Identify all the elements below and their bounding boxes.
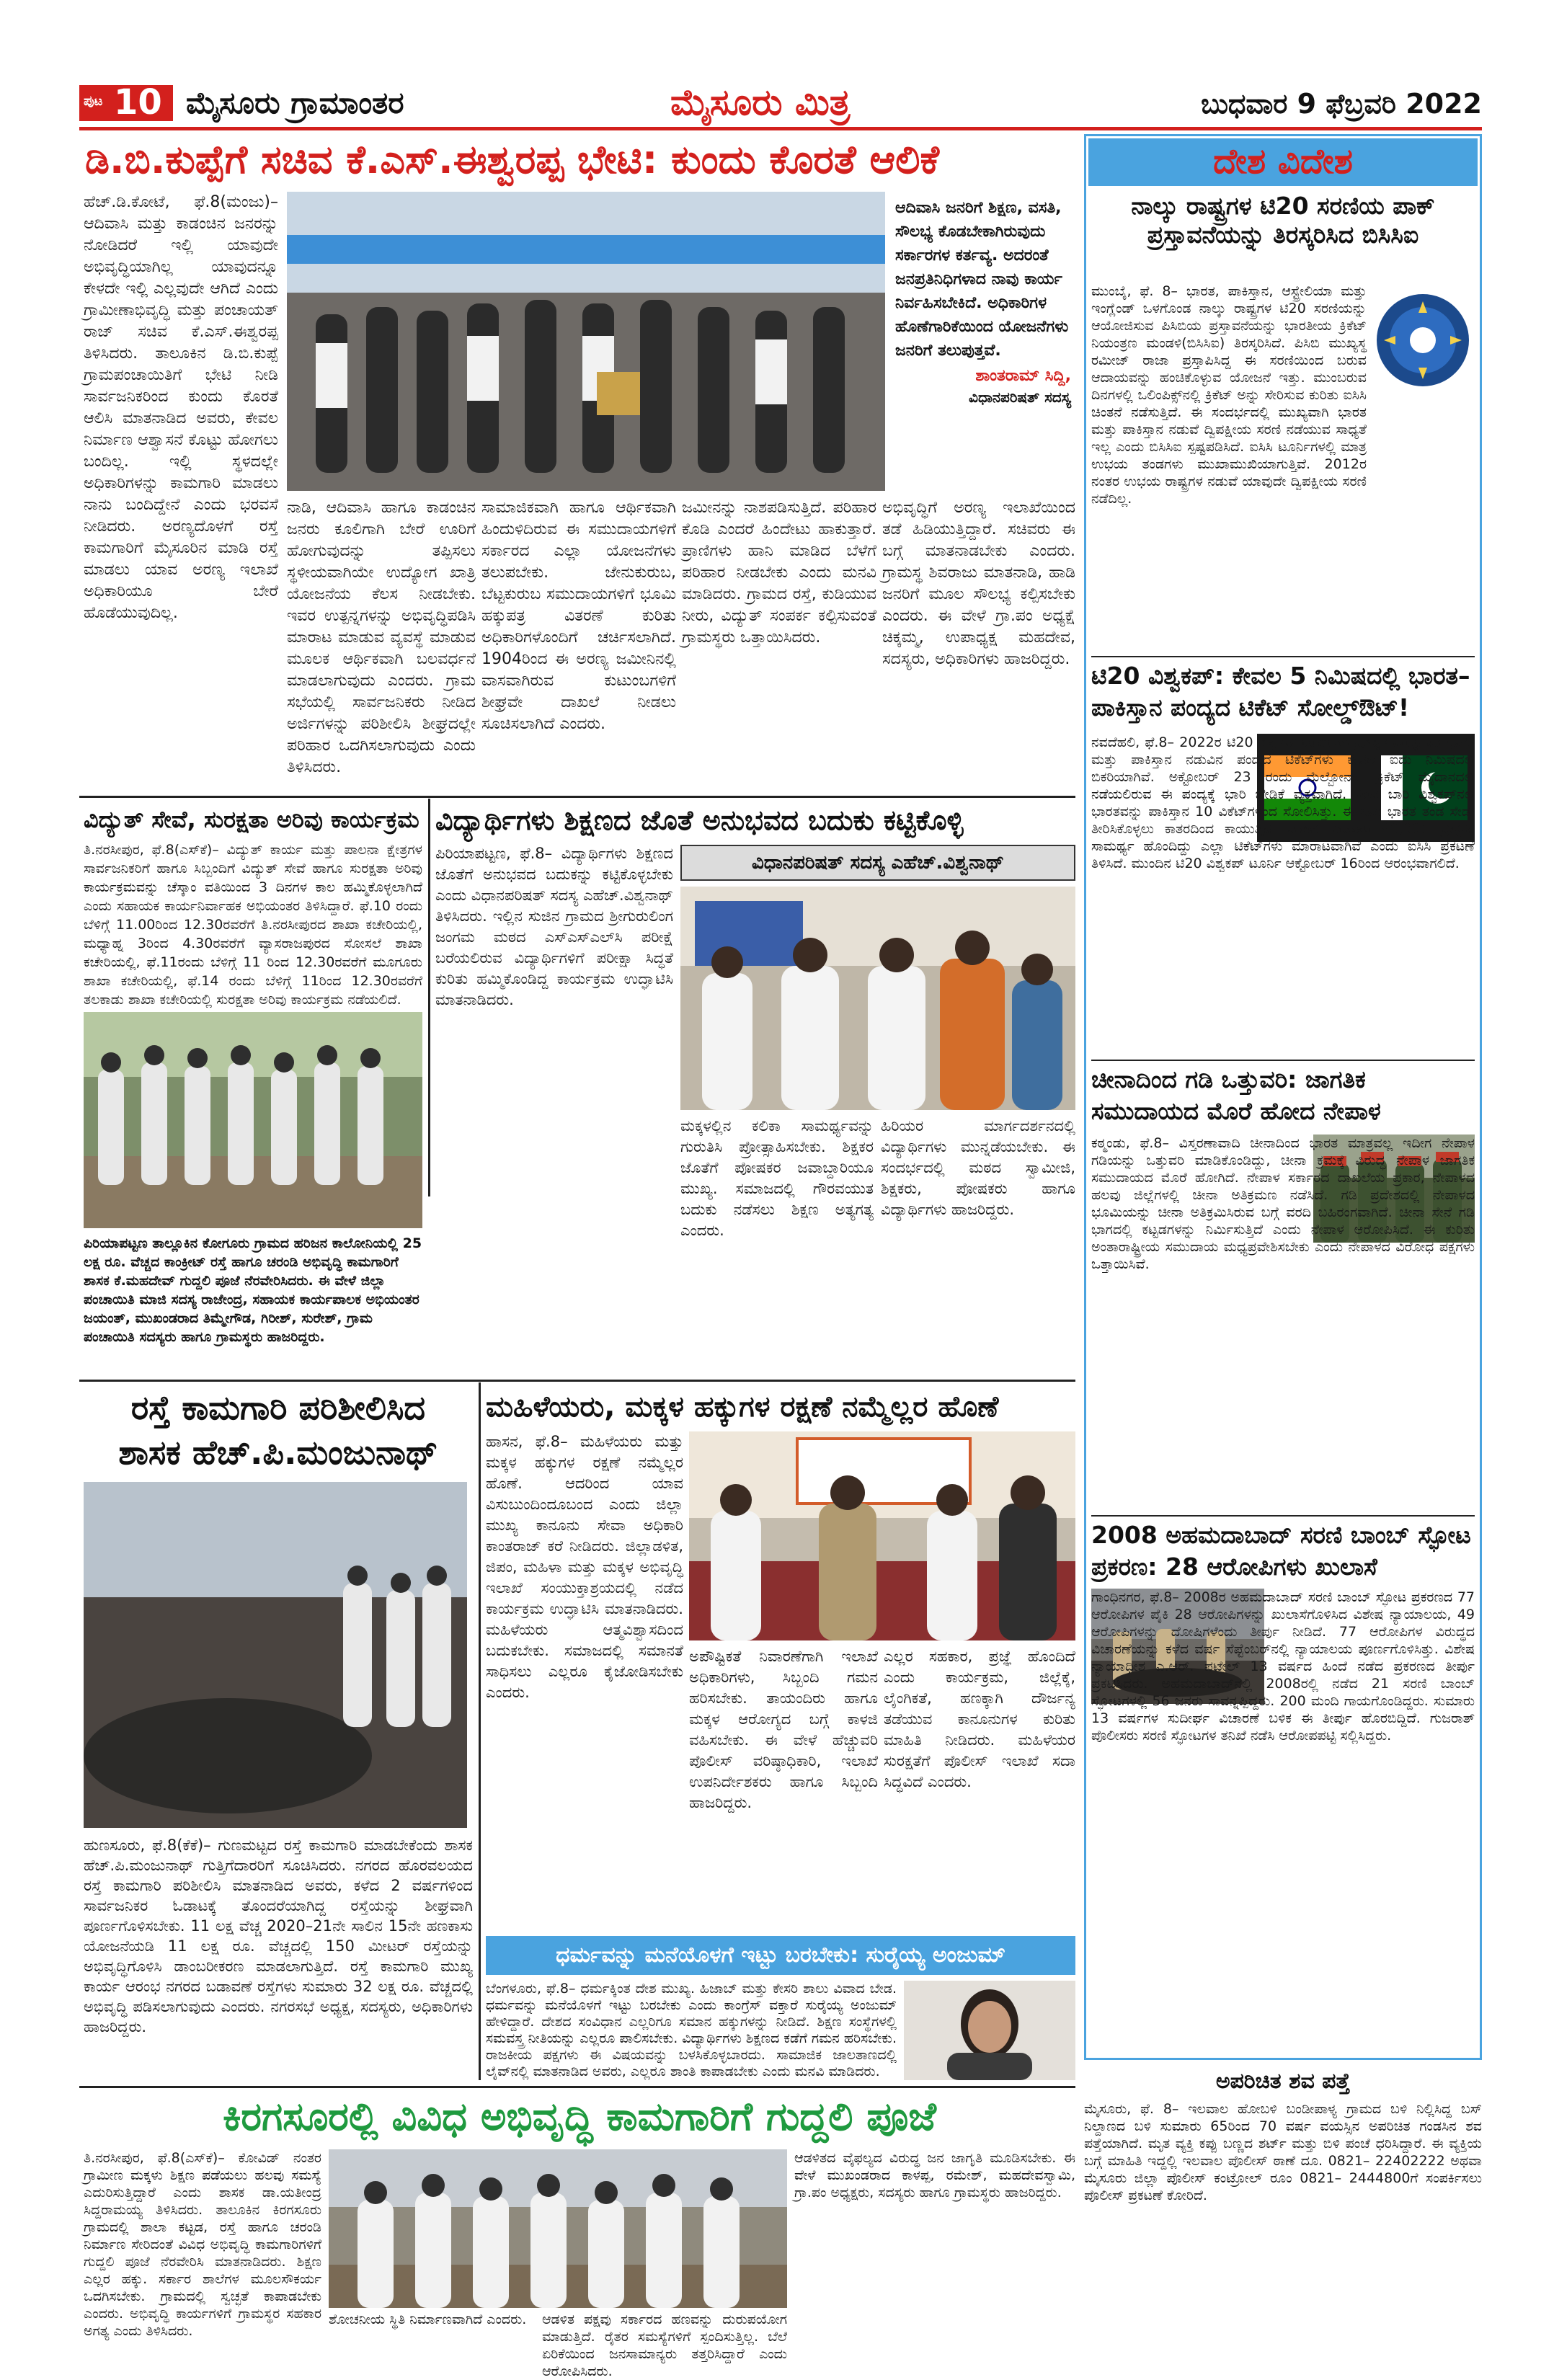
story4-body: ಹುಣಸೂರು, ಫೆ.8(ಕೆಕೆ)– ಗುಣಮಟ್ಟದ ರಸ್ತೆ ಕಾಮಗಾರಿ ಮಾಡಬೇಕೆಂದು ಶಾಸಕ ಹೆಚ್.ಪಿ.ಮಂಜುನಾಥ್ ಗುತ್ತಿಗೆದಾರರಿಗೆ ಸೂಚಿಸಿದರು. ನಗರದ ಹೊರವಲಯದ ರಸ್ತೆ ಕಾಮಗಾರಿ ಪರಿಶೀಲಿಸಿ ಮಾತನಾಡಿದ ಅವರು, ಕಳೆದ 2 ವರ್ಷಗಳಿಂದ ಸಾರ್ವಜನಿಕರ ಓಡಾಟಕ್ಕೆ ತೊಂದರೆಯಾಗಿದ್ದ ರಸ್ತೆಯನ್ನು ಶೀಘ್ರವಾಗಿ ಪೂರ್ಣಗೊಳಿಸಬೇಕು. 11 ಲಕ್ಷ ವೆಚ್ಚ 2020–21ನೇ ಸಾಲಿನ 15ನೇ ಹಣಕಾಸು ಯೋಜನೆಯಡಿ 11 ಲಕ್ಷ ರೂ. ವೆಚ್ಚದಲ್ಲಿ 150 ಮೀಟರ್ ರಸ್ತೆಯನ್ನು ಅಭಿವೃದ್ಧಿಗೊಳಿಸಿ ಡಾಂಬರೀಕರಣ ಮಾಡಲಾಗುತ್ತಿದೆ. ರಸ್ತೆ ಕಾಮಗಾರಿ ಮುಖ್ಯ ಕಾರ್ಯ ಆರಂಭ ನಗರದ ಬಡಾವಣೆ ರಸ್ತೆಗಳು ಸುಮಾರು 32 ಲಕ್ಷ ರೂ. ವೆಚ್ಚದಲ್ಲಿ ಅಭಿವೃದ್ಧಿ ಪಡಿಸಲಾಗುವುದು ಎಂದರು. ನಗರಸಭೆ ಅಧ್ಯಕ್ಷ, ಸದಸ್ಯರು, ಅಧಿಕಾರಿಗಳು ಹಾಜರಿದ್ದರು. [84, 1837, 473, 2035]
desha-s1-headline: ನಾಲ್ಕು ರಾಷ್ಟ್ರಗಳ ಟಿ20 ಸರಣಿಯ ಪಾಕ್ ಪ್ರಸ್ತಾವನೆಯನ್ನು ತಿರಸ್ಕರಿಸಿದ ಬಿಸಿಸಿಐ [1131, 192, 1435, 249]
masthead-rule [79, 127, 1482, 130]
desha-banner-text: ದೇಶ ವಿದೇಶ [1213, 141, 1353, 182]
story7-photo [329, 2149, 787, 2308]
story7-col3: ಆಡಳಿತದ ವೈಫಲ್ಯದ ವಿರುದ್ಧ ಜನ ಜಾಗೃತಿ ಮೂಡಿಸಬೇಕು. ಈ ವೇಳೆ ಮುಖಂಡರಾದ ಕಾಳಪ್ಪ, ರಮೇಶ್, ಮಹದೇವಸ್ವಾಮಿ, ಗ್ರಾ.ಪಂ ಅಧ್ಯಕ್ಷರು, ಸದಸ್ಯರು ಹಾಗೂ ಗ್ರಾಮಸ್ಥರು ಹಾಜರಿದ್ದರು. [794, 2150, 1075, 2201]
section-name: ಮೈಸೂರು ಗ್ರಾಮಾಂತರ [186, 85, 404, 120]
story5-col2: ಅಪೌಷ್ಟಿಕತೆ ನಿವಾರಣೆಗಾಗಿ ಇಲಾಖೆ ಅಧಿಕಾರಿಗಳು, ಸಿಬ್ಬಂದಿ ಗಮನ ಹರಿಸಬೇಕು. ತಾಯಂದಿರು ಹಾಗೂ ಮಕ್ಕಳ ಆರೋಗ್ಯದ ಬಗ್ಗೆ ಕಾಳಜಿ ವಹಿಸಬೇಕು. ಈ ವೇಳೆ ಹೆಚ್ಚುವರಿ ಪೊಲೀಸ್ ವರಿಷ್ಠಾಧಿಕಾರಿ, ಇಲಾಖೆ ಉಪನಿರ್ದೇಶಕರು ಹಾಗೂ ಸಿಬ್ಬಂದಿ ಹಾಜರಿದ್ದರು. [689, 1648, 878, 1811]
story1-col3: ಸಾಮಾಜಿಕವಾಗಿ ಹಾಗೂ ಆರ್ಥಿಕವಾಗಿ ಹಿಂದುಳಿದಿರುವ ಈ ಸಮುದಾಯಗಳಿಗೆ ಸರ್ಕಾರದ ಎಲ್ಲಾ ಯೋಜನೆಗಳು ತಲುಪಬೇಕು. ಜೇನುಕುರುಬ, ಬೆಟ್ಟಕುರುಬ ಸಮುದಾಯಗಳಿಗೆ ಭೂಮಿ ಹಕ್ಕುಪತ್ರ ವಿತರಣೆ ಕುರಿತು ಅಧಿಕಾರಿಗಳೊಂದಿಗೆ ಚರ್ಚಿಸಲಾಗಿದೆ. 1904ರಿಂದ ಈ ಅರಣ್ಯ ಜಮೀನಿನಲ್ಲಿ ವಾಸವಾಗಿರುವ ಕುಟುಂಬಗಳಿಗೆ ಶೀಘ್ರವೇ ದಾಖಲೆ ನೀಡಲು ಸೂಚಿಸಲಾಗಿದೆ ಎಂದರು. [481, 499, 676, 733]
page-label: ಪುಟ [84, 94, 103, 109]
desha-s1-body: ಮುಂಬೈ, ಫೆ. 8– ಭಾರತ, ಪಾಕಿಸ್ತಾನ, ಆಸ್ಟ್ರೇಲಿಯಾ ಮತ್ತು ಇಂಗ್ಲೆಂಡ್ ಒಳಗೊಂಡ ನಾಲ್ಕು ರಾಷ್ಟ್ರಗಳ ಟಿ20 ಸರಣಿಯನ್ನು ಆಯೋಜಿಸುವ ಪಿಸಿಬಿಯ ಪ್ರಸ್ತಾವನೆಯನ್ನು ಭಾರತೀಯ ಕ್ರಿಕೆಟ್ ನಿಯಂತ್ರಣ ಮಂಡಳಿ(ಬಿಸಿಸಿಐ) ತಿರಸ್ಕರಿಸಿದೆ. ಪಿಸಿಬಿ ಮುಖ್ಯಸ್ಥ ರಮೀಜ್ ರಾಜಾ ಪ್ರಸ್ತಾಪಿಸಿದ್ದ ಈ ಸರಣಿಯಿಂದ ಬರುವ ಆದಾಯವನ್ನು ಹಂಚಿಕೊಳ್ಳುವ ಯೋಜನೆ ಇತ್ತು. ಮುಂಬರುವ ದಿನಗಳಲ್ಲಿ ಒಲಿಂಪಿಕ್ಸ್‌ನಲ್ಲಿ ಕ್ರಿಕೆಟ್ ಅನ್ನು ಸೇರಿಸುವ ಕುರಿತು ಐಸಿಸಿ ಚಿಂತನೆ ನಡೆಸುತ್ತಿದೆ. ಈ ಸಂದರ್ಭದಲ್ಲಿ ಮುಖ್ಯವಾಗಿ ಭಾರತ ಮತ್ತು ಪಾಕಿಸ್ತಾನ ನಡುವೆ ದ್ವಿಪಕ್ಷೀಯ ಸರಣಿ ನಡೆಯುವ ಸಾಧ್ಯತೆ ಇಲ್ಲ ಎಂದು ಬಿಸಿಸಿಐ ಸ್ಪಷ್ಟಪಡಿಸಿದೆ. ಐಸಿಸಿ ಟೂರ್ನಿಗಳಲ್ಲಿ ಮಾತ್ರ ಉಭಯ ತಂಡಗಳು ಮುಖಾಮುಖಿಯಾಗುತ್ತಿವೆ. 2012ರ ನಂತರ ಉಭಯ ರಾಷ್ಟ್ರಗಳ ನಡುವೆ ಯಾವುದೇ ದ್ವಿಪಕ್ಷೀಯ ಸರಣಿ ನಡೆದಿಲ್ಲ. [1091, 283, 1367, 507]
story7-headline: ಕಿರಗಸೂರಲ್ಲಿ ವಿವಿಧ ಅಭಿವೃದ್ಧಿ ಕಾಮಗಾರಿಗೆ ಗುದ್ದಲಿ ಪೂಜೆ [223, 2094, 936, 2139]
desha-s5-headline: ಅಪರಿಚಿತ ಶವ ಪತ್ತೆ [1215, 2069, 1351, 2094]
masthead [79, 81, 1482, 125]
story6-photo [904, 1981, 1075, 2080]
story6-body: ಬೆಂಗಳೂರು, ಫೆ.8– ಧರ್ಮಕ್ಕಿಂತ ದೇಶ ಮುಖ್ಯ. ಹಿಜಾಬ್ ಮತ್ತು ಕೇಸರಿ ಶಾಲು ವಿವಾದ ಬೇಡ. ಧರ್ಮವನ್ನು ಮನೆಯೊಳಗೆ ಇಟ್ಟು ಬರಬೇಕು ಎಂದು ಕಾಂಗ್ರೆಸ್ ವಕ್ತಾರೆ ಸುರೈಯ್ಯ ಅಂಜುಮ್ ಹೇಳಿದ್ದಾರೆ. ದೇಶದ ಸಂವಿಧಾನ ಎಲ್ಲರಿಗೂ ಸಮಾನ ಹಕ್ಕುಗಳನ್ನು ನೀಡಿದೆ. ಶಿಕ್ಷಣ ಸಂಸ್ಥೆಗಳಲ್ಲಿ ಸಮವಸ್ತ್ರ ನೀತಿಯನ್ನು ಎಲ್ಲರೂ ಪಾಲಿಸಬೇಕು. ವಿದ್ಯಾರ್ಥಿಗಳು ಶಿಕ್ಷಣದ ಕಡೆಗೆ ಗಮನ ಹರಿಸಬೇಕು. ರಾಜಕೀಯ ಪಕ್ಷಗಳು ಈ ವಿಷಯವನ್ನು ಬಳಸಿಕೊಳ್ಳಬಾರದು. ಸಾಮಾಜಿಕ ಜಾಲತಾಣದಲ್ಲಿ ಲೈವ್‌ನಲ್ಲಿ ಮಾತನಾಡಿದ ಅವರು, ಎಲ್ಲರೂ ಶಾಂತಿ ಕಾಪಾಡಬೇಕು ಎಂದು ಮನವಿ ಮಾಡಿದರು. [486, 1981, 897, 2079]
desha-s5-body: ಮೈಸೂರು, ಫೆ. 8– ಇಲವಾಲ ಹೋಬಳಿ ಬಂಡೀಪಾಳ್ಯ ಗ್ರಾಮದ ಬಳಿ ನಿಲ್ಲಿಸಿದ್ದ ಬಸ್ ನಿಲ್ದಾಣದ ಬಳಿ ಸುಮಾರು 65ರಿಂದ 70 ವರ್ಷ ವಯಸ್ಸಿನ ಅಪರಿಚಿತ ಗಂಡಸಿನ ಶವ ಪತ್ತೆಯಾಗಿದೆ. ಮೃತ ವ್ಯಕ್ತಿ ಕಪ್ಪು ಬಣ್ಣದ ಶರ್ಟ್ ಮತ್ತು ಬಿಳಿ ಪಂಚೆ ಧರಿಸಿದ್ದಾರೆ. ಈ ವ್ಯಕ್ತಿಯ ಬಗ್ಗೆ ಮಾಹಿತಿ ಇದ್ದಲ್ಲಿ ಇಲವಾಲ ಪೊಲೀಸ್ ಠಾಣೆ ದೂ. 0821– 22402222 ಅಥವಾ ಮೈಸೂರು ಜಿಲ್ಲಾ ಪೊಲೀಸ್ ಕಂಟ್ರೋಲ್ ರೂಂ 0821– 2444800ಗೆ ಸಂಪರ್ಕಿಸಲು ಪೊಲೀಸ್ ಪ್ರಕಟಣೆ ಕೋರಿದೆ. [1084, 2101, 1482, 2203]
story1-quote-text: ಆದಿವಾಸಿ ಜನರಿಗೆ ಶಿಕ್ಷಣ, ವಸತಿ, ಸೌಲಭ್ಯ ಕೊಡಬೇಕಾಗಿರುವುದು ಸರ್ಕಾರಗಳ ಕರ್ತವ್ಯ. ಅದರಂತೆ ಜನಪ್ರತಿನಿಧಿಗಳಾದ ನಾವು ಕಾರ್ಯ ನಿರ್ವಹಿಸಬೇಕಿದೆ. ಅಧಿಕಾರಿಗಳ ಹೊಣೆಗಾರಿಕೆಯಿಂದ ಯೋಜನೆಗಳು ಜನರಿಗೆ ತಲುಪುತ್ತವೆ. [895, 199, 1069, 360]
page-number-badge [79, 82, 173, 123]
story6-headline-bar [486, 1936, 1075, 1975]
desha-s3-body: ಕಠ್ಮಂಡು, ಫೆ.8– ವಿಸ್ತರಣಾವಾದಿ ಚೀನಾದಿಂದ ಭಾರತ ಮಾತ್ರವಲ್ಲ ಇದೀಗ ನೇಪಾಳ ಗಡಿಯನ್ನು ಒತ್ತುವರಿ ಮಾಡಿಕೊಂಡಿದ್ದು, ಚೀನಾ ಕ್ರಮಕ್ಕೆ ವಿರುದ್ಧ ನೇಪಾಳ ಜಾಗತಿಕ ಸಮುದಾಯದ ಮೊರೆ ಹೋಗಿದೆ. ನೇಪಾಳ ಸರ್ಕಾರದ ದಾಖಲೆಯ ಪ್ರಕಾರ, ನೇಪಾಳದ ಹಲವು ಜಿಲ್ಲೆಗಳಲ್ಲಿ ಚೀನಾ ಅತಿಕ್ರಮಣ ನಡೆಸಿದೆ. ಗಡಿ ಪ್ರದೇಶದಲ್ಲಿ ನೇಪಾಳದ ಭೂಮಿಯನ್ನು ಚೀನಾ ಅತಿಕ್ರಮಿಸಿರುವ ಬಗ್ಗೆ ವರದಿ ಬಹಿರಂಗವಾಗಿದೆ. ಚೀನಾ ಸೇನೆ ಗಡಿ ಭಾಗದಲ್ಲಿ ಕಟ್ಟಡಗಳನ್ನು ನಿರ್ಮಿಸುತ್ತಿದೆ ಎಂದು ನೇಪಾಳ ಆರೋಪಿಸಿದೆ. ಈ ಕುರಿತು ಅಂತಾರಾಷ್ಟ್ರೀಯ ಸಮುದಾಯ ಮಧ್ಯಪ್ರವೇಶಿಸಬೇಕು ಎಂದು ನೇಪಾಳದ ವಿರೋಧ ಪಕ್ಷಗಳು ಒತ್ತಾಯಿಸಿವೆ. [1091, 1135, 1475, 1272]
story5-col1: ಹಾಸನ, ಫೆ.8– ಮಹಿಳೆಯರು ಮತ್ತು ಮಕ್ಕಳ ಹಕ್ಕುಗಳ ರಕ್ಷಣೆ ನಮ್ಮೆಲ್ಲರ ಹೊಣೆ. ಆದರಿಂದ ಯಾವ ವಿಸುಬುಂದಿಂದೂಬಂದ ಎಂದು ಜಿಲ್ಲಾ ಮುಖ್ಯ ಕಾನೂನು ಸೇವಾ ಅಧಿಕಾರಿ ಕಾಂತರಾಜ್ ಕರೆ ನೀಡಿದರು. ಜಿಲ್ಲಾಡಳಿತ, ಜಿಪಂ, ಮಹಿಳಾ ಮತ್ತು ಮಕ್ಕಳ ಅಭಿವೃದ್ಧಿ ಇಲಾಖೆ ಸಂಯುಕ್ತಾಶ್ರಯದಲ್ಲಿ ನಡೆದ ಕಾರ್ಯಕ್ರಮ ಉದ್ಘಾಟಿಸಿ ಮಾತನಾಡಿದರು. ಮಹಿಳೆಯರು ಆತ್ಮವಿಶ್ವಾಸದಿಂದ ಬದುಕಬೇಕು. ಸಮಾಜದಲ್ಲಿ ಸಮಾನತೆ ಸಾಧಿಸಲು ಎಲ್ಲರೂ ಕೈಜೋಡಿಸಬೇಕು ಎಂದರು. [486, 1433, 683, 1701]
rule-story6-bottom [79, 2086, 1075, 2088]
story5-col3: ಎಲ್ಲರ ಸಹಕಾರ, ಪ್ರಜ್ಞೆ ಹೊಂದಿದೆ ಎಂದು ಕಾರ್ಯಕ್ರಮ, ಜಿಲ್ಲೆಕ್ಕೆ, ಲೈಂಗಿಕತೆ, ಹಣಕ್ಕಾಗಿ ದೌರ್ಜನ್ಯ ತಡೆಯುವ ಕಾನೂನುಗಳ ಕುರಿತು ಮಾಹಿತಿ ನೀಡಿದರು. ಮಹಿಳೆಯರ ಸುರಕ್ಷತೆಗೆ ಪೊಲೀಸ್ ಇಲಾಖೆ ಸದಾ ಸಿದ್ಧವಿದೆ ಎಂದರು. [884, 1648, 1075, 1790]
rule-story1-bottom [79, 796, 1075, 798]
desha-banner [1088, 138, 1478, 186]
rule-col-divider [428, 799, 430, 1196]
story1-col4: ಜಮೀನನ್ನು ನಾಶಪಡಿಸುತ್ತಿದೆ. ಪರಿಹಾರ ಕೊಡಿ ಎಂದರೆ ಹಿಂದೇಟು ಹಾಕುತ್ತಾರೆ. ಪ್ರಾಣಿಗಳು ಹಾನಿ ಮಾಡಿದ ಬೆಳೆಗೆ ಪರಿಹಾರ ನೀಡಬೇಕು ಎಂದು ಮನವಿ ಮಾಡಿದರು. ಗ್ರಾಮದ ರಸ್ತೆ, ಕುಡಿಯುವ ನೀರು, ವಿದ್ಯುತ್ ಸಂಪರ್ಕ ಕಲ್ಪಿಸುವಂತೆ ಗ್ರಾಮಸ್ಥರು ಒತ್ತಾಯಿಸಿದರು. [682, 499, 876, 647]
story2-body: ತಿ.ನರಸೀಪುರ, ಫೆ.8(ಎಸ್‌ಕೆ)– ವಿದ್ಯುತ್ ಕಾರ್ಯ ಮತ್ತು ಪಾಲನಾ ಕ್ಷೇತ್ರಗಳ ಸಾರ್ವಜನಿಕರಿಗೆ ಹಾಗೂ ಸಿಬ್ಬಂದಿಗೆ ವಿದ್ಯುತ್ ಸೇವೆ ಹಾಗೂ ಸುರಕ್ಷತಾ ಅರಿವು ಕಾರ್ಯಕ್ರಮವನ್ನು ಚೆಸ್ಕಾಂ ವತಿಯಿಂದ 3 ದಿನಗಳ ಕಾಲ ಹಮ್ಮಿಕೊಳ್ಳಲಾಗಿದೆ ಎಂದು ಸಹಾಯಕ ಕಾರ್ಯನಿರ್ವಾಹಕ ಅಭಿಯಂತರ ತಿಳಿಸಿದ್ದಾರೆ. ಫೆ.10 ರಂದು ಬೆಳಿಗ್ಗೆ 11.00ರಿಂದ 12.30ರವರೆಗೆ ತಿ.ನರಸೀಪುರದ ಶಾಖಾ ಕಚೇರಿಯಲ್ಲಿ, ಮಧ್ಯಾಹ್ನ 3ರಿಂದ 4.30ರವರೆಗೆ ವ್ಯಾಸರಾಜಪುರದ ಸೋಸಲೆ ಶಾಖಾ ಕಚೇರಿಯಲ್ಲಿ, ಫೆ.11ರಂದು ಬೆಳಿಗ್ಗೆ 11 ರಿಂದ 12.30ರವರೆಗೆ ಮೂಗೂರು ಶಾಖಾ ಕಚೇರಿಯಲ್ಲಿ, ಫೆ.14 ರಂದು ಬೆಳಿಗ್ಗೆ 11ರಿಂದ 12.30ರವರೆಗೆ ತಲಕಾಡು ಶಾಖಾ ಕಚೇರಿಯಲ್ಲಿ ಸುರಕ್ಷತಾ ಅರಿವು ಕಾರ್ಯಕ್ರಮ ನಡೆಯಲಿದೆ. [84, 842, 422, 1008]
rule-desha-2 [1091, 1060, 1475, 1061]
story4-headline-2: ಶಾಸಕ ಹೆಚ್.ಪಿ.ಮಂಜುನಾಥ್ [118, 1433, 438, 1472]
story2-photo [84, 1012, 422, 1228]
rule-story3-bottom [79, 1380, 1075, 1382]
paper-name: ಮೈಸೂರು ಮಿತ್ರ [670, 81, 851, 123]
story1-col1: ಹೆಚ್.ಡಿ.ಕೋಟೆ, ಫೆ.8(ಮಂಜು)– ಆದಿವಾಸಿ ಮತ್ತು ಕಾಡಂಚಿನ ಜನರನ್ನು ನೋಡಿದರೆ ಇಲ್ಲಿ ಯಾವುದೇ ಅಭಿವೃದ್ಧಿಯಾಗಿಲ್ಲ ಯಾವುದನ್ನೂ ಕೇಳದೇ ಇಲ್ಲಿ ಎಲ್ಲವುದೇ ಆಗಿದೆ ಎಂದು ಗ್ರಾಮೀಣಾಭಿವೃದ್ಧಿ ಮತ್ತು ಪಂಚಾಯತ್ ರಾಜ್ ಸಚಿವ ಕೆ.ಎಸ್.ಈಶ್ವರಪ್ಪ ತಿಳಿಸಿದರು. ತಾಲೂಕಿನ ಡಿ.ಬಿ.ಕುಪ್ಪೆ ಗ್ರಾಮಪಂಚಾಯಿತಿಗೆ ಭೇಟಿ ನೀಡಿ ಸಾರ್ವಜನಿಕರಿಂದ ಕುಂದು ಕೊರತೆ ಆಲಿಸಿ ಮಾತನಾಡಿದ ಅವರು, ಕೇವಲ ನಿರ್ಮಾಣ ಆಶ್ವಾಸನೆ ಕೊಟ್ಟು ಹೋಗಲು ಬಂದಿಲ್ಲ. ಇಲ್ಲಿ ಸ್ಥಳದಲ್ಲೇ ಅಧಿಕಾರಿಗಳನ್ನು ಕಾಮಗಾರಿ ಮಾಡಲು ನಾನು ಬಂದಿದ್ದೇನೆ ಎಂದು ಭರವಸೆ ನೀಡಿದರು. ಅರಣ್ಯದೊಳಗೆ ರಸ್ತೆ ಕಾಮಗಾರಿಗೆ ಮೈಸೂರಿನ ಮಾಡಿ ರಸ್ತೆ ಮಾಡಲು ಯಾವ ಅರಣ್ಯ ಇಲಾಖೆ ಅಧಿಕಾರಿಯೂ ಬೇರೆ ಹೊಡೆಯುವುದಿಲ್ಲ. [84, 193, 278, 622]
story3-col3: ಹಿರಿಯರ ಮಾರ್ಗದರ್ಶನದಲ್ಲಿ ವಿದ್ಯಾರ್ಥಿಗಳು ಮುನ್ನಡೆಯಬೇಕು. ಈ ಸಂದರ್ಭದಲ್ಲಿ ಮಠದ ಸ್ವಾಮೀಜಿ, ಶಿಕ್ಷಕರು, ಪೋಷಕರು ಹಾಗೂ ವಿದ್ಯಾರ್ಥಿಗಳು ಹಾಜರಿದ್ದರು. [881, 1117, 1075, 1218]
story1-col2: ನಾಡಿ, ಆದಿವಾಸಿ ಹಾಗೂ ಕಾಡಂಚಿನ ಜನರು ಕೂಲಿಗಾಗಿ ಬೇರೆ ಊರಿಗೆ ಹೋಗುವುದನ್ನು ತಪ್ಪಿಸಲು ಸ್ಥಳೀಯವಾಗಿಯೇ ಉದ್ಯೋಗ ಖಾತ್ರಿ ಯೋಜನೆಯ ಕೆಲಸ ನೀಡಬೇಕು. ಇವರ ಉತ್ಪನ್ನಗಳನ್ನು ಅಭಿವೃದ್ಧಿಪಡಿಸಿ ಮಾರಾಟ ಮಾಡುವ ವ್ಯವಸ್ಥೆ ಮಾಡುವ ಮೂಲಕ ಆರ್ಥಿಕವಾಗಿ ಬಲವರ್ಧನೆ ಮಾಡಲಾಗುವುದು ಎಂದರು. ಗ್ರಾಮ ಸಭೆಯಲ್ಲಿ ಸಾರ್ವಜನಿಕರು ನೀಡಿದ ಅರ್ಜಿಗಳನ್ನು ಪರಿಶೀಲಿಸಿ ಶೀಘ್ರದಲ್ಲೇ ಪರಿಹಾರ ಒದಗಿಸಲಾಗುವುದು ಎಂದು ತಿಳಿಸಿದರು. [287, 499, 476, 776]
story1-headline: ಡಿ.ಬಿ.ಕುಪ್ಪೆಗೆ ಸಚಿವ ಕೆ.ಎಸ್.ಈಶ್ವರಪ್ಪ ಭೇಟಿ: ಕುಂದು ಕೊರತೆ ಆಲಿಕೆ [85, 137, 939, 182]
story2-headline: ವಿದ್ಯುತ್ ಸೇವೆ, ಸುರಕ್ಷತಾ ಅರಿವು ಕಾರ್ಯಕ್ರಮ [84, 806, 419, 833]
desha-s3-headline: ಚೀನಾದಿಂದ ಗಡಿ ಒತ್ತುವರಿ: ಜಾಗತಿಕ ಸಮುದಾಯದ ಮೊರೆ ಹೋದ ನೇಪಾಳ [1091, 1065, 1381, 1125]
desha-s2-headline: ಟಿ20 ವಿಶ್ವಕಪ್: ಕೇವಲ 5 ನಿಮಿಷದಲ್ಲಿ ಭಾರತ–ಪಾಕಿಸ್ತಾನ ಪಂದ್ಯದ ಟಿಕೆಟ್ ಸೋಲ್ಡ್‌ಔಟ್! [1091, 662, 1470, 721]
story7-caption: ಶೋಚನೀಯ ಸ್ಥಿತಿ ನಿರ್ಮಾಣವಾಗಿದೆ ಎಂದರು. [329, 2312, 527, 2327]
story3-photo [680, 887, 1075, 1110]
story5-headline: ಮಹಿಳೆಯರು, ಮಕ್ಕಳ ಹಕ್ಕುಗಳ ರಕ್ಷಣೆ ನಮ್ಮೆಲ್ಲರ ಹೊಣೆ [486, 1390, 999, 1424]
desha-s4-body: ಗಾಂಧಿನಗರ, ಫೆ.8– 2008ರ ಅಹಮದಾಬಾದ್ ಸರಣಿ ಬಾಂಬ್ ಸ್ಫೋಟ ಪ್ರಕರಣದ 77 ಆರೋಪಿಗಳ ಪೈಕಿ 28 ಆರೋಪಿಗಳನ್ನು ಖುಲಾಸೆಗೊಳಿಸಿದ ವಿಶೇಷ ನ್ಯಾಯಾಲಯ, 49 ಆರೋಪಿಗಳನ್ನು ದೋಷಿಗಳೆಂದು ತೀರ್ಪು ನೀಡಿದೆ. 77 ಆರೋಪಿಗಳ ವಿರುದ್ಧದ ವಿಚಾರಣೆಯನ್ನು ಕಳೆದ ವರ್ಷ ಸೆಪ್ಟೆಂಬರ್‌ನಲ್ಲಿ ನ್ಯಾಯಾಲಯ ಪೂರ್ಣಗೊಳಿಸಿತ್ತು. ವಿಶೇಷ ನ್ಯಾಯಾಧೀಶ ಎ.ಆರ್. ಪಟೇಲ್ 13 ವರ್ಷದ ಹಿಂದೆ ನಡೆದ ಪ್ರಕರಣದ ತೀರ್ಪು ಪ್ರಕಟಿಸಿದರು. ಅಹಮದಾಬಾದ್‌ನಲ್ಲಿ 2008ರಲ್ಲಿ ನಡೆದ 21 ಸರಣಿ ಬಾಂಬ್ ಸ್ಫೋಟಗಳಲ್ಲಿ 56 ಜನರು ಸಾವನ್ನಪ್ಪಿದ್ದರು. 200 ಮಂದಿ ಗಾಯಗೊಂಡಿದ್ದರು. ಸುಮಾರು 13 ವರ್ಷಗಳ ಸುದೀರ್ಘ ವಿಚಾರಣೆ ಬಳಿಕ ಈ ತೀರ್ಪು ಹೊರಬಿದ್ದಿದೆ. ಗುಜರಾತ್ ಪೊಲೀಸರು ಸರಣಿ ಸ್ಫೋಟಗಳ ತನಿಖೆ ನಡೆಸಿ ಆರೋಪಪಟ್ಟಿ ಸಲ್ಲಿಸಿದ್ದರು. [1091, 1589, 1475, 1744]
story1-photo [287, 192, 885, 491]
story7-col2: ಆಡಳಿತ ಪಕ್ಷವು ಸರ್ಕಾರದ ಹಣವನ್ನು ದುರುಪಯೋಗ ಮಾಡುತ್ತಿದೆ. ರೈತರ ಸಮಸ್ಯೆಗಳಿಗೆ ಸ್ಪಂದಿಸುತ್ತಿಲ್ಲ. ಬೆಲೆ ಏರಿಕೆಯಿಂದ ಜನಸಾಮಾನ್ಯರು ತತ್ತರಿಸಿದ್ದಾರೆ ಎಂದು ಆರೋಪಿಸಿದರು. [542, 2312, 787, 2379]
story5-photo [689, 1431, 1075, 1640]
story3-subhead: ವಿಧಾನಪರಿಷತ್ ಸದಸ್ಯ ಎಹೆಚ್.ವಿಶ್ವನಾಥ್ [680, 845, 1075, 881]
story1-quote-author: ಶಾಂತರಾಮ್ ಸಿದ್ದಿ, [975, 367, 1071, 385]
rule-desha-3 [1091, 1515, 1475, 1517]
story3-headline: ವಿದ್ಯಾರ್ಥಿಗಳು ಶಿಕ್ಷಣದ ಜೊತೆ ಅನುಭವದ ಬದುಕು ಕಟ್ಟಿಕೊಳ್ಳಿ [435, 804, 964, 836]
story3-col1: ಪಿರಿಯಾಪಟ್ಟಣ, ಫೆ.8– ವಿದ್ಯಾರ್ಥಿಗಳು ಶಿಕ್ಷಣದ ಜೊತೆಗೆ ಅನುಭವದ ಬದುಕನ್ನು ಕಟ್ಟಿಕೊಳ್ಳಬೇಕು ಎಂದು ವಿಧಾನಪರಿಷತ್ ಸದಸ್ಯ ಎಹೆಚ್.ವಿಶ್ವನಾಥ್ ತಿಳಿಸಿದರು. ಇಲ್ಲಿನ ಸುಜಿನ ಗ್ರಾಮದ ಶ್ರೀಗುರುಲಿಂಗ ಜಂಗಮ ಮಠದ ಎಸ್‌ಎಸ್‌ಎಲ್‌ಸಿ ಪರೀಕ್ಷೆ ಬರೆಯಲಿರುವ ವಿದ್ಯಾರ್ಥಿಗಳಿಗೆ ಪರೀಕ್ಷಾ ಸಿದ್ಧತೆ ಕುರಿತು ಹಮ್ಮಿಕೊಂಡಿದ್ದ ಕಾರ್ಯಕ್ರಮ ಉದ್ಘಾಟಿಸಿ ಮಾತನಾಡಿದರು. [435, 845, 673, 1008]
story2-caption: ಪಿರಿಯಾಪಟ್ಟಣ ತಾಲ್ಲೂಕಿನ ಕೋಗೂರು ಗ್ರಾಮದ ಹರಿಜನ ಕಾಲೋನಿಯಲ್ಲಿ 25 ಲಕ್ಷ ರೂ. ವೆಚ್ಚದ ಕಾಂಕ್ರೀಟ್ ರಸ್ತೆ ಹಾಗೂ ಚರಂಡಿ ಅಭಿವೃದ್ಧಿ ಕಾಮಗಾರಿಗೆ ಶಾಸಕ ಕೆ.ಮಹದೇವ್ ಗುದ್ದಲಿ ಪೂಜೆ ನೆರವೇರಿಸಿದರು. ಈ ವೇಳೆ ಜಿಲ್ಲಾ ಪಂಚಾಯಿತಿ ಮಾಜಿ ಸದಸ್ಯ ರಾಜೇಂದ್ರ, ಸಹಾಯಕ ಕಾರ್ಯಪಾಲಕ ಅಭಿಯಂತರ ಜಯಂತ್, ಮುಖಂಡರಾದ ತಿಮ್ಮೇಗೌಡ, ಗಿರೀಶ್, ಸುರೇಶ್, ಗ್ರಾಮ ಪಂಚಾಯಿತಿ ಸದಸ್ಯರು ಹಾಗೂ ಗ್ರಾಮಸ್ಥರು ಹಾಜರಿದ್ದರು. [84, 1235, 422, 1345]
desha-s2-body: ನವದೆಹಲಿ, ಫೆ.8– 2022ರ ಟಿ20 ವಿಶ್ವಕಪ್ ಟೂರ್ನಿಯ ಪ್ರತಿಷ್ಠಿತ ಪಂದ್ಯವಾದ ಭಾರತ ಮತ್ತು ಪಾಕಿಸ್ತಾನ ನಡುವಿನ ಪಂದ್ಯದ ಟಿಕೆಟ್‌ಗಳು ಕೇವಲ ಐದು ನಿಮಿಷದಲ್ಲಿ ಬಿಕರಿಯಾಗಿವೆ. ಅಕ್ಟೋಬರ್ 23 ರಂದು ಮೆಲ್ಬೋರ್ನ್ ಕ್ರಿಕೆಟ್ ಮೈದಾನದಲ್ಲಿ ನಡೆಯಲಿರುವ ಈ ಪಂದ್ಯಕ್ಕೆ ಭಾರಿ ಬೇಡಿಕೆ ವ್ಯಕ್ತವಾಗಿದೆ. ಕಳೆದ ಬಾರಿ ವಿಶ್ವಕಪ್‌ನಲ್ಲಿ ಭಾರತವನ್ನು ಪಾಕಿಸ್ತಾನ 10 ವಿಕೆಟ್‌ಗಳಿಂದ ಸೋಲಿಸಿತ್ತು. ಈ ಬಾರಿ ಭಾರತ ತಂಡ ಸೇಡು ತೀರಿಸಿಕೊಳ್ಳಲು ಕಾತರದಿಂದ ಕಾಯುತ್ತಿದೆ. ಎಂಸಿಜಿ ಸುಮಾರು 90,000 ಪ್ರೇಕ್ಷಕರ ಸಾಮರ್ಥ್ಯ ಹೊಂದಿದ್ದು ಎಲ್ಲಾ ಟಿಕೆಟ್‌ಗಳು ಮಾರಾಟವಾಗಿವೆ ಎಂದು ಐಸಿಸಿ ಪ್ರಕಟಣೆ ತಿಳಿಸಿದೆ. ಮುಂದಿನ ಟಿ20 ವಿಶ್ವಕಪ್ ಟೂರ್ನಿ ಆಕ್ಟೋಬರ್ 16ರಿಂದ ಆರಂಭವಾಗಲಿದೆ. [1091, 734, 1475, 871]
story1-col5: ಅಭಿವೃದ್ಧಿಗೆ ಅರಣ್ಯ ಇಲಾಖೆಯಿಂದ ತಡೆ ಹಿಡಿಯುತ್ತಿದ್ದಾರೆ. ಸಚಿವರು ಈ ಬಗ್ಗೆ ಮಾತನಾಡಬೇಕು ಎಂದರು. ಗ್ರಾಮಸ್ಥ ಶಿವರಾಜು ಮಾತನಾಡಿ, ಹಾಡಿ ಜನರಿಗೆ ಮೂಲ ಸೌಲಭ್ಯ ಕಲ್ಪಿಸಬೇಕು ಎಂದರು. ಈ ವೇಳೆ ಗ್ರಾ.ಪಂ ಅಧ್ಯಕ್ಷೆ ಚಿಕ್ಕಮ್ಮ, ಉಪಾಧ್ಯಕ್ಷ ಮಹದೇವ, ಸದಸ್ಯರು, ಅಧಿಕಾರಿಗಳು ಹಾಜರಿದ್ದರು. [882, 499, 1075, 668]
story3-col2: ಮಕ್ಕಳಲ್ಲಿನ ಕಲಿಕಾ ಸಾಮರ್ಥ್ಯವನ್ನು ಗುರುತಿಸಿ ಪ್ರೋತ್ಸಾಹಿಸಬೇಕು. ಶಿಕ್ಷಕರ ಜೊತೆಗೆ ಪೋಷಕರ ಜವಾಬ್ದಾರಿಯೂ ಮುಖ್ಯ. ಸಮಾಜದಲ್ಲಿ ಗೌರವಯುತ ಬದುಕು ನಡೆಸಲು ಶಿಕ್ಷಣ ಅತ್ಯಗತ್ಯ ಎಂದರು. [680, 1117, 874, 1239]
issue-date: ಬುಧವಾರ 9 ಫೆಬ್ರವರಿ 2022 [1201, 88, 1482, 120]
rule-desha-1 [1091, 656, 1475, 657]
story6-headline: ಧರ್ಮವನ್ನು ಮನೆಯೊಳಗೆ ಇಟ್ಟು ಬರಬೇಕು: ಸುರೈಯ್ಯ ಅಂಜುಮ್ [556, 1942, 1005, 1968]
page-number: 10 [114, 82, 162, 123]
story7-col1: ತಿ.ನರಸೀಪುರ, ಫೆ.8(ಎಸ್‌ಕೆ)– ಕೋವಿಡ್ ನಂತರ ಗ್ರಾಮೀಣ ಮಕ್ಕಳು ಶಿಕ್ಷಣ ಪಡೆಯಲು ಹಲವು ಸಮಸ್ಯೆ ಎದುರಿಸುತ್ತಿದ್ದಾರೆ ಎಂದು ಶಾಸಕ ಡಾ.ಯತೀಂದ್ರ ಸಿದ್ದರಾಮಯ್ಯ ತಿಳಿಸಿದರು. ತಾಲೂಕಿನ ಕಿರಗಸೂರು ಗ್ರಾಮದಲ್ಲಿ ಶಾಲಾ ಕಟ್ಟಡ, ರಸ್ತೆ ಹಾಗೂ ಚರಂಡಿ ನಿರ್ಮಾಣ ಸೇರಿದಂತೆ ವಿವಿಧ ಅಭಿವೃದ್ಧಿ ಕಾಮಗಾರಿಗಳಿಗೆ ಗುದ್ದಲಿ ಪೂಜೆ ನೆರವೇರಿಸಿ ಮಾತನಾಡಿದರು. ಶಿಕ್ಷಣ ಎಲ್ಲರ ಹಕ್ಕು. ಸರ್ಕಾರ ಶಾಲೆಗಳ ಮೂಲಸೌಕರ್ಯ ಒದಗಿಸಬೇಕು. ಗ್ರಾಮದಲ್ಲಿ ಸ್ವಚ್ಛತೆ ಕಾಪಾಡಬೇಕು ಎಂದರು. ಅಭಿವೃದ್ಧಿ ಕಾರ್ಯಗಳಿಗೆ ಗ್ರಾಮಸ್ಥರ ಸಹಕಾರ ಅಗತ್ಯ ಎಂದು ತಿಳಿಸಿದರು. [84, 2150, 321, 2339]
story4-headline-1: ರಸ್ತೆ ಕಾಮಗಾರಿ ಪರಿಶೀಲಿಸಿದ [130, 1388, 426, 1427]
story4-photo [84, 1482, 467, 1828]
story1-quote-role: ವಿಧಾನಪರಿಷತ್ ಸದಸ್ಯ [969, 388, 1071, 406]
desha-s4-headline: 2008 ಅಹಮದಾಬಾದ್ ಸರಣಿ ಬಾಂಬ್ ಸ್ಫೋಟ ಪ್ರಕರಣ: 28 ಆರೋಪಿಗಳು ಖುಲಾಸೆ [1091, 1521, 1471, 1581]
rule-col-divider-2 [479, 1382, 481, 2080]
story1-quote [891, 192, 1075, 487]
